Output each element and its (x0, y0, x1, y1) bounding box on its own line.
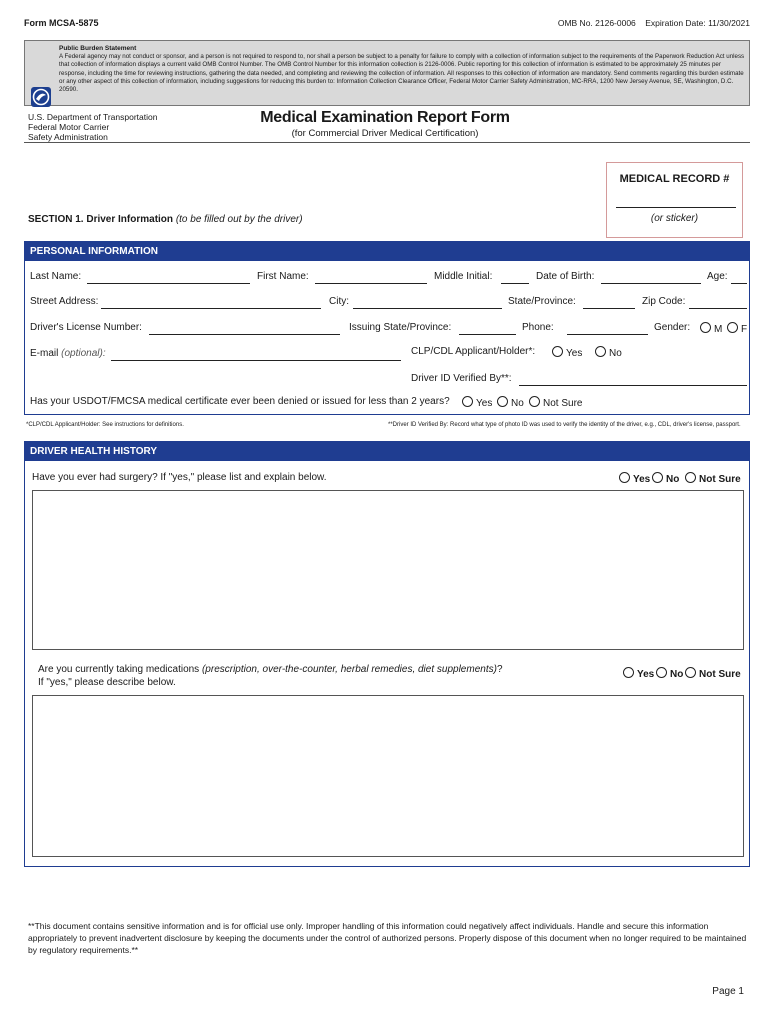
state-label: State/Province: (508, 296, 576, 307)
email-optional: (optional): (61, 348, 106, 359)
radio-icon[interactable] (552, 346, 563, 357)
omb-info (558, 18, 750, 28)
dot-logo-icon (31, 87, 51, 107)
state-field[interactable] (583, 308, 635, 309)
radio-icon[interactable] (619, 472, 630, 483)
sensitivity-notice: **This document contains sensitive information and is for official use only. Improper handling of this information could negatively affect individuals. Handle and secure this information appropriately to prevent inadvertent disclosure by keeping the documents under the control of authorized persons. Properly dispose of this document when no longer required to be maintained by regulatory requirements.** (28, 921, 747, 955)
form-subtitle: (for Commercial Driver Medical Certification) (291, 128, 479, 139)
burden-body: A Federal agency may not conduct or sponsor, and a person is not required to respond to, nor shall a person be subject to a penalty for failure to comply with a collection of information subject to the requirements of the Paperwork Reduction Act unless that collection of information displays a current valid OMB Control Number. The OMB Control Number for this information collection is 2126-0006. Public reporting for this collection of information is estimated to be approximately 25 minutes per response, including the time for reviewing instructions, gathering the data needed, and completing and reviewing the collection of information. All responses to this collection of information are mandatory. Send comments regarding this burden estimate or any other aspect of this collection of information, including suggestions for reducing this burden to: Information Collection Clearance Officer, Federal Motor Carrier Safety Administration, MC-RRA, 1200 New Jersey Avenue, SE, Washington, D.C. 20590. (59, 53, 745, 94)
city-label: City: (329, 296, 349, 307)
section1-note: (to be filled out by the driver) (175, 214, 303, 225)
street-label: Street Address: (30, 296, 99, 307)
surgery-yes-option[interactable] (619, 472, 650, 485)
surgery-question: Have you ever had surgery? If "yes," please list and explain below. (32, 472, 327, 483)
gender-f-option[interactable] (727, 322, 747, 335)
gender-f-label: F (741, 324, 748, 335)
dob-field[interactable] (601, 283, 701, 284)
radio-icon[interactable] (700, 322, 711, 333)
last-name-label: Last Name: (30, 271, 82, 282)
denied-question: Has your USDOT/FMCSA medical certificate ever been denied or issued for less than 2 years? (30, 396, 450, 407)
license-label: Driver's License Number: (30, 322, 142, 333)
gender-m-label: M (714, 324, 723, 335)
personal-information-panel (24, 241, 750, 415)
meds-no-option[interactable] (656, 667, 683, 680)
medical-record-sticker: (or sticker) (650, 213, 699, 224)
form-number: Form MCSA-5875 (24, 18, 99, 28)
surgery-yes-label: Yes (633, 474, 651, 485)
surgery-no-label: No (666, 474, 680, 485)
radio-icon[interactable] (623, 667, 634, 678)
driver-health-history-panel (24, 441, 750, 867)
radio-icon[interactable] (529, 396, 540, 407)
section1-label: SECTION 1. Driver Information (28, 214, 174, 225)
gender-m-option[interactable] (700, 322, 722, 335)
phone-label: Phone: (522, 322, 554, 333)
medical-record-line (616, 207, 736, 208)
burden-statement (24, 40, 750, 106)
radio-icon[interactable] (685, 667, 696, 678)
zip-label: Zip Code: (642, 296, 686, 307)
clp-yes-label: Yes (566, 348, 583, 359)
medications-question-end: ? (496, 664, 503, 675)
denied-no-label: No (511, 398, 524, 409)
burden-text (59, 45, 745, 94)
denied-yes-label: Yes (476, 398, 493, 409)
street-field[interactable] (101, 308, 321, 309)
radio-icon[interactable] (595, 346, 606, 357)
radio-icon[interactable] (727, 322, 738, 333)
city-field[interactable] (353, 308, 502, 309)
denied-notsure-label: Not Sure (543, 398, 583, 409)
denied-notsure-option[interactable] (529, 396, 582, 409)
meds-yes-label: Yes (637, 669, 655, 680)
omb-number: OMB No. 2126-0006 (557, 18, 636, 28)
page-number: Page 1 (712, 986, 744, 997)
medications-question-2: If "yes," please describe below. (38, 677, 176, 688)
section1-heading (28, 214, 303, 225)
denied-no-option[interactable] (497, 396, 524, 409)
agency-line: Federal Motor Carrier (28, 122, 110, 132)
middle-initial-field[interactable] (501, 283, 529, 284)
surgery-no-option[interactable] (652, 472, 679, 485)
clp-no-label: No (609, 348, 622, 359)
medical-record-box[interactable] (606, 162, 743, 238)
burden-title: Public Burden Statement (59, 45, 137, 52)
issuing-label: Issuing State/Province: (349, 322, 452, 333)
clp-no-option[interactable] (595, 346, 622, 359)
driver-health-history-heading: DRIVER HEALTH HISTORY (25, 442, 749, 461)
last-name-field[interactable] (87, 283, 250, 284)
first-name-field[interactable] (315, 283, 427, 284)
phone-field[interactable] (567, 334, 648, 335)
surgery-explanation-box[interactable] (32, 490, 744, 650)
meds-notsure-label: Not Sure (699, 669, 741, 680)
radio-icon[interactable] (497, 396, 508, 407)
issuing-field[interactable] (459, 334, 516, 335)
form-title: Medical Examination Report Form (260, 109, 510, 126)
surgery-notsure-label: Not Sure (699, 474, 741, 485)
meds-yes-option[interactable] (623, 667, 654, 680)
driver-id-field[interactable] (519, 385, 747, 386)
denied-yes-option[interactable] (462, 396, 492, 409)
gender-label: Gender: (654, 322, 691, 333)
medications-note: (prescription, over-the-counter, herbal remedies, diet supplements) (201, 664, 497, 675)
meds-no-label: No (670, 669, 684, 680)
dob-label: Date of Birth: (536, 271, 595, 282)
medications-description-box[interactable] (32, 695, 744, 857)
personal-information-heading: PERSONAL INFORMATION (25, 242, 749, 261)
email-field[interactable] (111, 360, 401, 361)
middle-initial-label: Middle Initial: (434, 271, 493, 282)
age-label: Age: (707, 271, 728, 282)
license-field[interactable] (149, 334, 340, 335)
radio-icon[interactable] (652, 472, 663, 483)
expiration-date: Expiration Date: 11/30/2021 (645, 18, 750, 28)
radio-icon[interactable] (462, 396, 473, 407)
surgery-notsure-option[interactable] (685, 472, 741, 485)
email-label-text: E-mail (30, 348, 59, 359)
clp-label: CLP/CDL Applicant/Holder*: (411, 346, 536, 357)
email-label (30, 348, 106, 359)
medical-record-title: MEDICAL RECORD # (619, 173, 730, 185)
clp-yes-option[interactable] (552, 346, 582, 359)
driver-id-label: Driver ID Verified By**: (411, 373, 512, 384)
driver-id-footnote: **Driver ID Verified By: Record what type of photo ID was used to verify the identity of the driver, e.g., CDL, driver's license, passport. (388, 422, 741, 428)
agency-line: Safety Administration (28, 132, 108, 142)
clp-footnote: *CLP/CDL Applicant/Holder: See instructions for definitions. (26, 422, 184, 428)
meds-notsure-option[interactable] (685, 667, 741, 680)
medications-question (38, 664, 503, 675)
zip-field[interactable] (689, 308, 747, 309)
radio-icon[interactable] (656, 667, 667, 678)
agency-line: U.S. Department of Transportation (28, 112, 158, 122)
header-divider (24, 142, 750, 143)
first-name-label: First Name: (257, 271, 309, 282)
medications-question-text: Are you currently taking medications (38, 664, 200, 675)
radio-icon[interactable] (685, 472, 696, 483)
age-field[interactable] (731, 283, 747, 284)
